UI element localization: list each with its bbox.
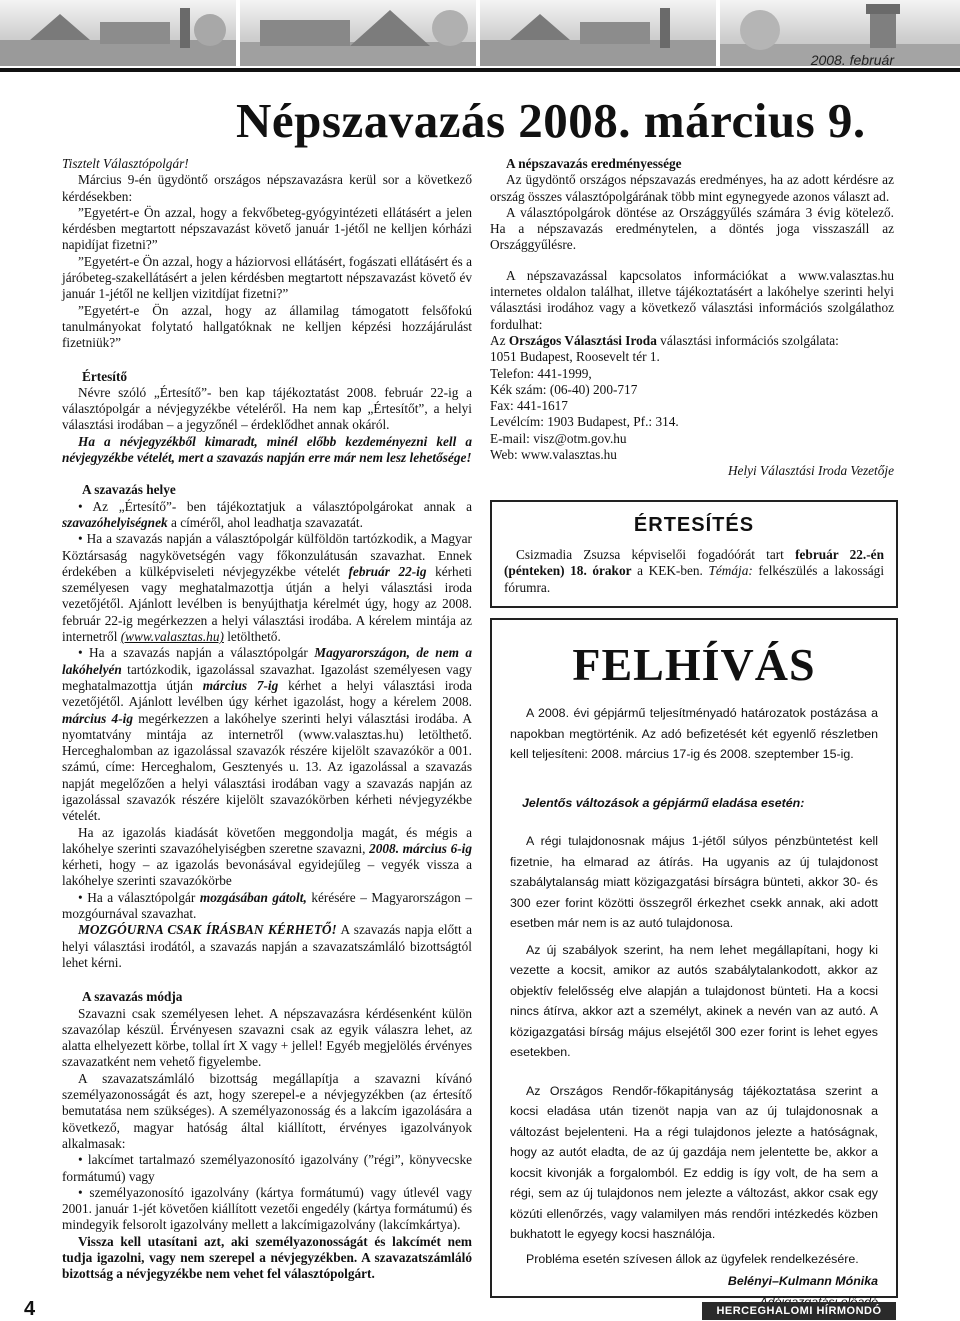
notice-text: Csizmadia Zsuzsa képviselői fogadóórát tart február 22.-én (pénteken) 18. órakor a KEK-ben. Témája: felkészülés a lakossági fórumra. xyxy=(504,547,885,595)
notice-title: ÉRTESÍTÉS xyxy=(633,514,755,536)
ertesito-text: Névre szóló „Értesítő”- ben kap tájékoztatást 2008. február 22-ig a választópolgár a névjegyzékbe vételéről. Ha nem kap „Értesítőt”, a helyi választási irodában – a jegyzőnél – érdeklődhet annak okáról. xyxy=(62,384,472,433)
left-column xyxy=(62,156,472,1283)
section-heading-helye: A szavazás helye xyxy=(82,482,176,498)
question-1: ”Egyetért-e Ön azzal, hogy a fekvőbeteg-gyógyintézeti ellátásért a jelen kérdésben megtartott népszavazást követő január 1-jétől ne kelljen kórházi napidíjat fizetni?” xyxy=(62,204,472,253)
section-heading-modja: A szavazás módja xyxy=(82,989,183,1005)
header-rule xyxy=(0,68,960,72)
contact-line: E-mail: visz@otm.gov.hu xyxy=(490,430,627,446)
helye-bullet-1: • Az „Értesítő”- ben tájékoztatjuk a választópolgárokat annak a szavazóhelyiségnek a címéről, ahol leadhatja szavazatát. xyxy=(62,498,472,530)
contact-line: Kék szám: (06-40) 200-717 xyxy=(490,381,638,397)
modja-bullet-1: • lakcímet tartalmazó személyazonosító igazolvány (”régi”, könyvecske formátumú) vagy xyxy=(62,1152,472,1184)
contact-line: Telefon: 441-1999, xyxy=(490,365,592,381)
modja-bullet-2: • személyazonosító igazolvány (kártya formátumú) vagy útlevél vagy 2001. január 1-jét követően kiállított vezetői engedély (kártya formátumú) és mindegyik felsorolt igazolvány mellett a lakcímigazolvány (lakcímkártya). xyxy=(62,1184,472,1233)
modja-warning: Vissza kell utasítani azt, aki személyazonosságát és lakcímét nem tudja igazolni, vagy nem szerepel a névjegyzékben. A szavazatszámláló bizottság a névjegyzékbe nem vehet fel választópolgárt. xyxy=(62,1233,472,1282)
appeal-text-4: Az Országos Rendőr-főkapitányság tájékoztatása szerint a kocsi eladása után tizenöt napja van az új tulajdonosnak a változást bejelenteni. Ha a régi tulajdonos jelezte a hatóságnak, hogy az autót eladta, de az új gazdája nem jelentette be, akkor a kocsit kivonják a forgalomból. Ez eddig is így volt, de ha sem a régi, sem az új tulajdonos nem jelezte a változást, akkor csak egy közúti ellenőrzés, vagy valamilyen más rendőri intézkedés közben bukhatott le egyegy kocsi használója. xyxy=(510,1083,878,1241)
modja-text-2: A szavazatszámláló bizottság megállapítja a szavazni kívánó személyazonosságát és azt, hogy szerepel-e a névjegyzékben (az értesítő bemutatása nem szükséges). A személyazonosság és a lakcím igazolására a következő, magyar hatóság által kiállított, érvényes igazolványok alkalmasak: xyxy=(62,1070,472,1151)
appeal-text-2: A régi tulajdonosnak május 1-jétől súlyos pénzbüntetést kell fizetnie, ha elmarad az átírás. Ha ugyanis az új tulajdonost szabálytalanság miatt közigazgatási bírságra bünteti, akkor 30- és 300 ezer forint közötti összegről érkezhet csekk annak, aki adott esetben már nem is az autó tulajdonosa. xyxy=(510,834,878,930)
helye-paragraph-4: Ha az igazolás kiadását követően meggondolja magát, és mégis a lakóhelye szerinti szavazóhelyiségben szeretne szavazni, 2008. március 6-ig kérheti, hogy – az igazolás bevonásával egyidejűleg – vegyék vissza a lakóhelye szerinti szavazókörbe xyxy=(62,824,472,889)
appeal-signature: Belényi–Kulmann Mónika xyxy=(727,1274,878,1288)
church-photo-2 xyxy=(480,0,716,66)
appeal-text-3: Az új szabályok szerint, ha nem lehet megállapítani, hogy ki vezette a kocsit, amikor az autós szabálytalankodott, akkor az objektív felelősség elve alapján a tulajdonost bünteti. Ha a kocsi nincs átírva, akkor azt a személyt, akinek a nevén van az autó. A közigazgatási bírság május elsejétől 300 ezer forint is lehet egyes esetekben. xyxy=(510,942,878,1059)
appeal-text-1: A 2008. évi gépjármű teljesítményadó határozatok postázása a napokban megtörténik. Az adó befizetését két egyenlő részletben kell teljesíteni: 2008. március 17-ig és 2008. szeptember 15-ig. xyxy=(510,706,878,761)
contact-line: 1051 Budapest, Roosevelt tér 1. xyxy=(490,349,660,365)
right-column xyxy=(490,156,894,480)
eredmeny-text-2: A választópolgárok döntése az Országgyűlés számára 3 évig kötelező. Ha a népszavazás eredménytelen, a döntés joga visszaszáll az Országgyűlésre. xyxy=(490,204,894,253)
intro-text: Március 9-én ügydöntő országos népszavazásra kerül sor a következő kérdésekben: xyxy=(62,172,472,204)
helye-bullet-2: • Ha a szavazás napján a választópolgár külföldön tartózkodik, a Magyar Köztársaság nagykövetségén vagy főkonzulátusán szavazhat. Ennek érdekében a külképviseleti névjegyzékbe vételét február 22-ig kérheti személyesen vagy meghatalmazottja útján a helyi választási iroda vezetőjétől. Ajánlott levélben is benyújthatja kérelmét úgy, hogy az 2008. február 22-ig megérkezzen a helyi választási irodába. A kérelem mintája az internetről (www.valasztas.hu) letölthető. xyxy=(62,531,473,645)
info-text: A népszavazással kapcsolatos információkat a www.valasztas.hu internetes oldalon találhat, illetve tájékoztatásért a lakóhelye szerinti helyi választási irodához vagy a következő választási információs szolgálathoz fordulhat: xyxy=(490,267,894,332)
appeal-text-5: Probléma esetén szívesen állok az ügyfelek rendelkezésére. xyxy=(526,1251,859,1266)
question-3: ”Egyetért-e Ön azzal, hogy az államilag támogatott felsőfokú tanulmányokat folytató hallgatóknak ne kelljen képzési hozzájárulást fizetniük?” xyxy=(62,302,472,351)
contact-line: Web: www.valasztas.hu xyxy=(490,447,617,463)
page-title: Népszavazás 2008. március 9. xyxy=(236,93,866,148)
contact-line: Levélcím: 1903 Budapest, Pf.: 314. xyxy=(490,414,679,430)
contact-line: Fax: 441-1617 xyxy=(490,398,568,414)
modja-text-1: Szavazni csak személyesen lehet. A népszavazásra kérdésenként külön szavazólap készül. Érvényesen szavazni csak az egyik válaszra lehet, az alatta elhelyezett körbe, tollal írt X vagy + jellel! Egyéb megjelölés érvényes szavazatként nem vehető figyelembe. xyxy=(62,1005,472,1070)
building-photo xyxy=(240,0,476,66)
question-2: ”Egyetért-e Ön azzal, hogy a háziorvosi ellátásért, fogászati ellátásért és a járóbeteg-szakellátásért a jelen kérdésben megtartott népszavazást követő év január 1-jétől ne kelljen vizitdíjat fizetni?” xyxy=(62,253,472,302)
appeal-subheading: Jelentős változások a gépjármű eladása esetén: xyxy=(522,795,805,810)
ertesito-warning: Ha a névjegyzékből kimaradt, minél előbb kezdeményezni kell a névjegyzékbe vételét, mert a szavazás napján erre már nem lesz lehetősége! xyxy=(62,433,472,466)
issue-date: 2008. február xyxy=(810,52,894,68)
appeal-title: FELHÍVÁS xyxy=(572,639,816,690)
publication-name: HERCEGHALOMI HÍRMONDÓ xyxy=(702,1302,896,1320)
appeal-box xyxy=(490,618,898,1298)
section-heading-ertesito: Értesítő xyxy=(82,368,128,384)
eredmeny-text-1: Az ügydöntő országos népszavazás eredményes, ha az adott kérdésre az ország összes választópolgárának több mint egynegyede azonos választ ad. xyxy=(490,172,894,204)
signature-hvi: Helyi Választási Iroda Vezetője xyxy=(727,463,894,479)
appeal-body xyxy=(510,703,878,1312)
notice-box xyxy=(490,500,898,608)
helye-bullet-3: • Ha a szavazás napján a választópolgár Magyarországon, de nem a lakóhelyén tartózkodik, igazolással szavazhat. Igazolást személyesen vagy meghatalmazottja útján március 7-ig kérhet a helyi választási iroda vezetőjétől. Ajánlott levélben úgy kérhet igazolást, hogy a kérelem 2008. március 4-ig megérkezzen a lakóhelye szerinti helyi választási irodába. A nyomtatvány mintája az internetről (www.valasztas.hu) letölthető. Herceghalomban az igazolással szavazók részére kijelölt szavazókör a 001. számú, címe: Herceghalom, Gesztenyés u. 13. Az igazolással a szavazás napját megelőzően a helyi választási irodában vagy a szavazás napján az igazolással szavazók részére kijelölt szavazókörben kérheti névjegyzékbe vételét. xyxy=(62,645,473,824)
page-number: 4 xyxy=(24,1298,36,1320)
greeting: Tisztelt Választópolgár! xyxy=(62,156,189,171)
section-heading-eredmeny: A népszavazás eredményessége xyxy=(506,156,682,171)
church-photo xyxy=(0,0,236,66)
helye-bullet-5: • Ha a választópolgár mozgásában gátolt, kérésére – Magyarországon – mozgóurnával szavazhat. xyxy=(62,889,472,922)
ovi-line: Az Országos Választási Iroda választási információs szolgálata: xyxy=(490,332,839,348)
contact-list xyxy=(490,349,894,463)
helye-paragraph-6: MOZGÓURNA CSAK ÍRÁSBAN KÉRHETŐ! A szavazás napja előtt a helyi választási irodától, a szavazás napján a szavazatszámláló bizottságtól lehet kérni. xyxy=(62,922,472,970)
